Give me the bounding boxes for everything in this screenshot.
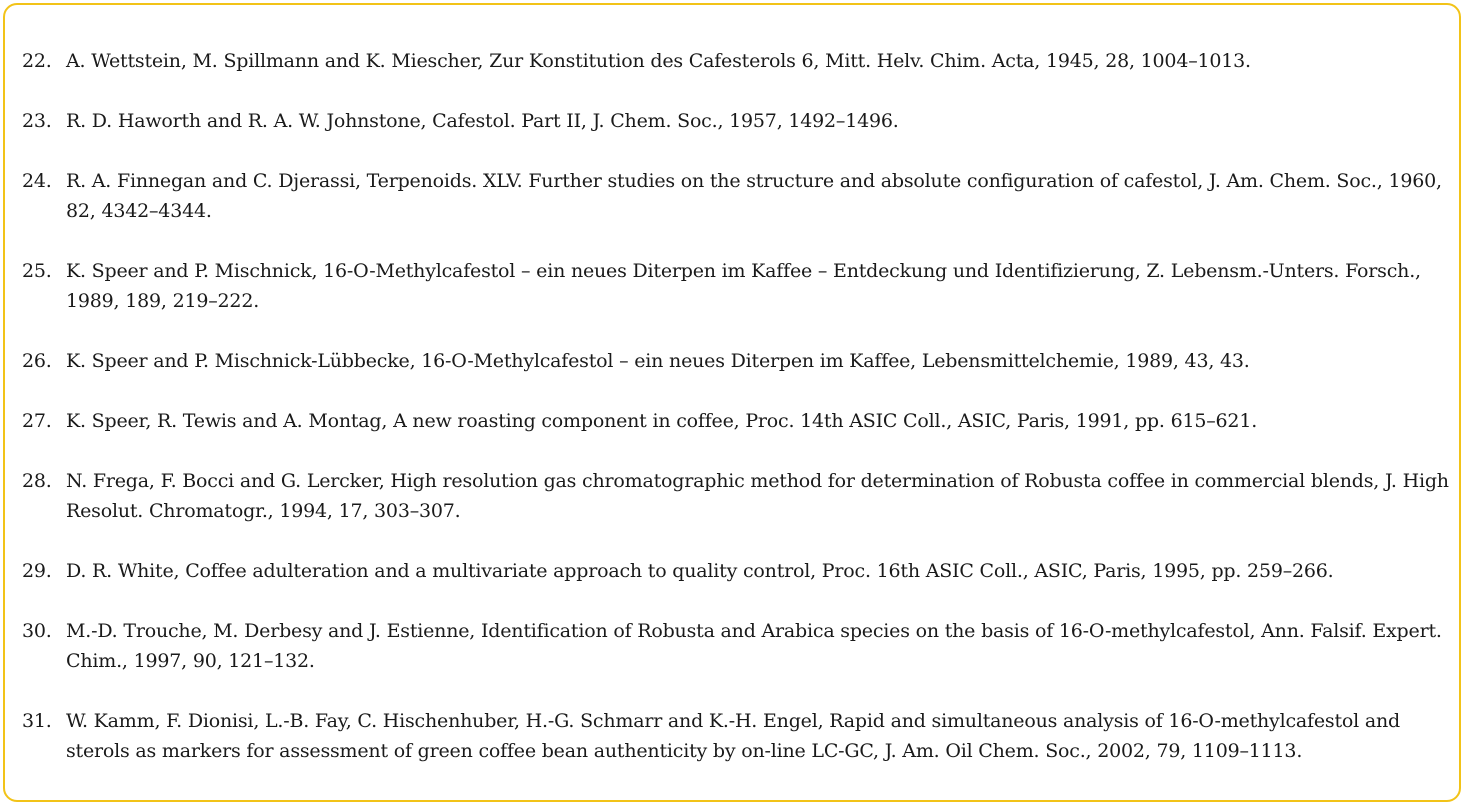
reference-text: R. D. Haworth and R. A. W. Johnstone, Cafestol. Part II, J. Chem. Soc., 1957, 1492–1496.	[66, 110, 899, 132]
reference-item	[5, 166, 1450, 226]
reference-text: R. A. Finnegan and C. Djerassi, Terpenoids. XLV. Further studies on the structure and absolute configuration of cafestol, J. Am. Chem. Soc., 1960, 82, 4342–4344.	[66, 170, 1442, 222]
reference-text: K. Speer and P. Mischnick, 16-O-Methylcafestol – ein neues Diterpen im Kaffee – Entdeckung und Identifizierung, Z. Lebensm.-Unters. Forsch., 1989, 189, 219–222.	[66, 260, 1421, 312]
reference-text: D. R. White, Coffee adulteration and a multivariate approach to quality control, Proc. 16th ASIC Coll., ASIC, Paris, 1995, pp. 259–266.	[66, 560, 1334, 582]
reference-item	[5, 616, 1450, 676]
reference-item	[5, 256, 1450, 316]
reference-number: 30.	[22, 620, 52, 642]
reference-text: A. Wettstein, M. Spillmann and K. Miescher, Zur Konstitution des Cafesterols 6, Mitt. Helv. Chim. Acta, 1945, 28, 1004–1013.	[66, 50, 1251, 72]
reference-item	[5, 706, 1450, 766]
reference-item	[5, 346, 1450, 376]
reference-text: N. Frega, F. Bocci and G. Lercker, High resolution gas chromatographic method for determination of Robusta coffee in commercial blends, J. High Resolut. Chromatogr., 1994, 17, 303–307.	[66, 470, 1449, 522]
reference-number: 23.	[22, 110, 52, 132]
reference-panel	[3, 3, 1461, 802]
reference-text: K. Speer and P. Mischnick-Lübbecke, 16-O-Methylcafestol – ein neues Diterpen im Kaffee, Lebensmittelchemie, 1989, 43, 43.	[66, 350, 1250, 372]
reference-text: M.-D. Trouche, M. Derbesy and J. Estienne, Identification of Robusta and Arabica species on the basis of 16-O-methylcafestol, Ann. Falsif. Expert. Chim., 1997, 90, 121–132.	[66, 620, 1442, 672]
reference-number: 24.	[22, 170, 52, 192]
reference-number: 26.	[22, 350, 52, 372]
reference-text: W. Kamm, F. Dionisi, L.-B. Fay, C. Hischenhuber, H.-G. Schmarr and K.-H. Engel, Rapid and simultaneous analysis of 16-O-methylcafestol and sterols as markers for assessment of green coffee bean authenticity by on-line LC-GC, J. Am. Oil Chem. Soc., 2002, 79, 1109–1113.	[66, 710, 1400, 762]
reference-item	[5, 406, 1450, 436]
reference-number: 25.	[22, 260, 52, 282]
reference-item	[5, 556, 1450, 586]
reference-item	[5, 466, 1450, 526]
reference-number: 28.	[22, 470, 52, 492]
reference-item	[5, 106, 1450, 136]
reference-item	[5, 46, 1450, 76]
reference-number: 27.	[22, 410, 52, 432]
reference-number: 31.	[22, 710, 52, 732]
reference-number: 29.	[22, 560, 52, 582]
reference-number: 22.	[22, 50, 52, 72]
reference-text: K. Speer, R. Tewis and A. Montag, A new roasting component in coffee, Proc. 14th ASIC Coll., ASIC, Paris, 1991, pp. 615–621.	[66, 410, 1258, 432]
